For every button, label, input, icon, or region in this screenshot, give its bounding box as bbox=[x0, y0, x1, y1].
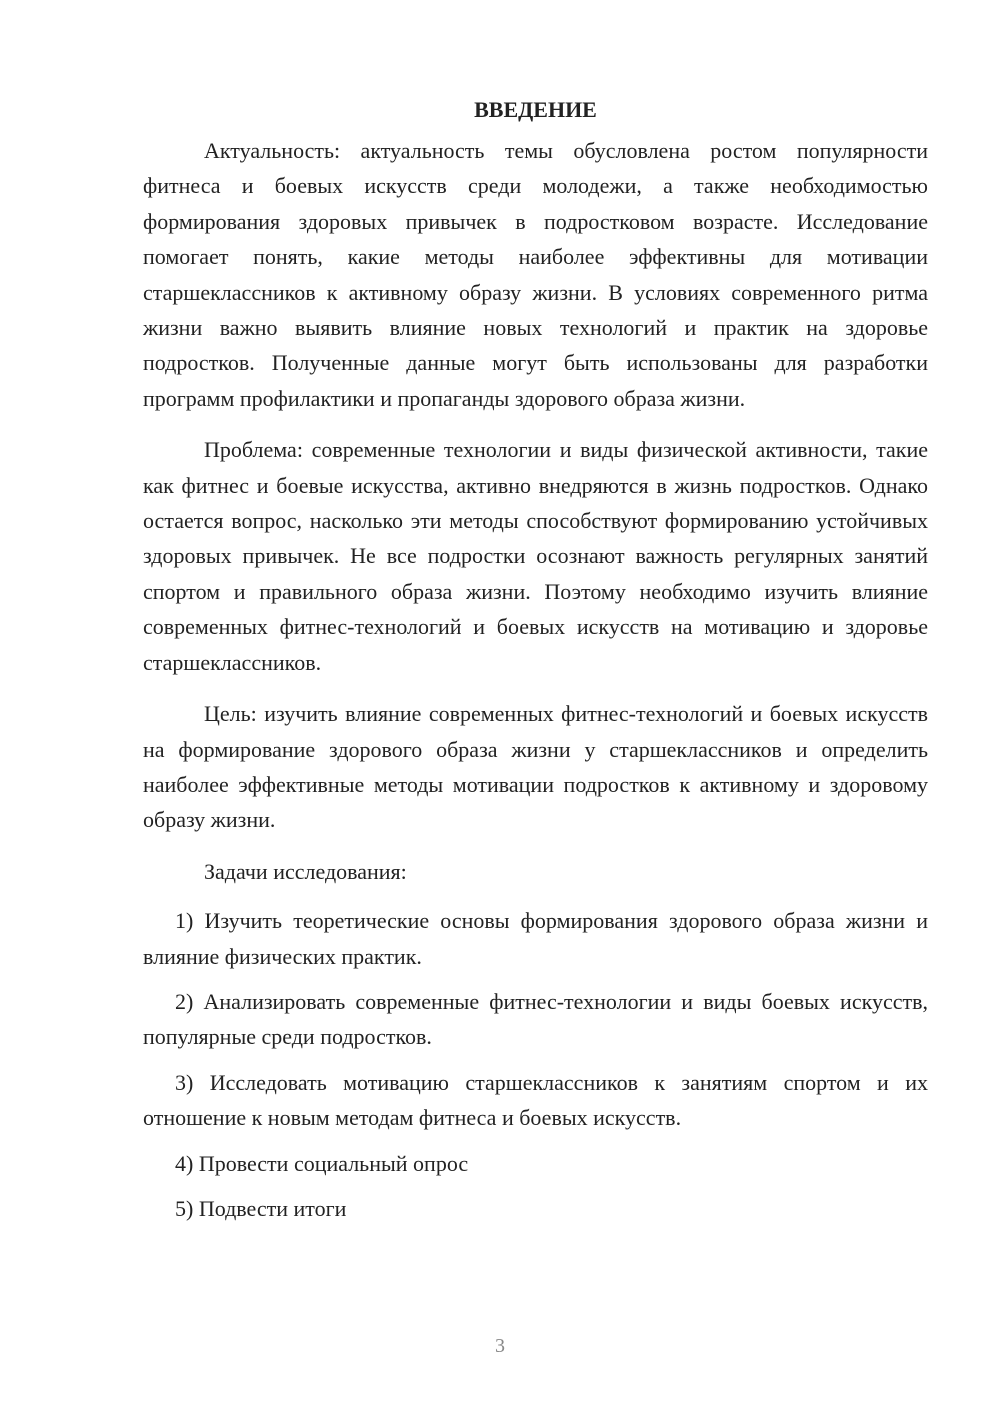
task-item: 4) Провести социальный опрос bbox=[175, 1150, 469, 1176]
page-number: 3 bbox=[495, 1335, 505, 1357]
section-title: ВВЕДЕНИЕ bbox=[474, 97, 597, 122]
tasks-heading: Задачи исследования: bbox=[204, 858, 407, 884]
task-item: 3) Исследовать мотивацию старшеклассников к занятиям спортом и их отношение к новым методам фитнеса и боевых искусств. bbox=[143, 1069, 928, 1131]
task-item: 5) Подвести итоги bbox=[175, 1195, 347, 1221]
task-item: 2) Анализировать современные фитнес-технологии и виды боевых искусств, популярные среди подростков. bbox=[143, 988, 928, 1050]
page-content bbox=[143, 92, 928, 1236]
relevance-paragraph: Актуальность: актуальность темы обусловлена ростом популярности фитнеса и боевых искусств среди молодежи, а также необходимостью формирования здоровых привычек в подростковом возрасте. Исследование помогает понять, какие методы наиболее эффективны для мотивации старшеклассников к активному образу жизни. В условиях современного ритма жизни важно выявить влияние новых технологий и практик на здоровье подростков. Полученные данные могут быть использованы для разработки программ профилактики и пропаганды здорового образа жизни. bbox=[143, 138, 928, 411]
goal-paragraph: Цель: изучить влияние современных фитнес-технологий и боевых искусств на формирование здорового образа жизни у старшеклассников и определить наиболее эффективные методы мотивации подростков к активному и здоровому образу жизни. bbox=[143, 701, 928, 833]
problem-paragraph: Проблема: современные технологии и виды физической активности, такие как фитнес и боевые искусства, активно внедряются в жизнь подростков. Однако остается вопрос, насколько эти методы способствуют формированию устойчивых здоровых привычек. Не все подростки осознают важность регулярных занятий спортом и правильного образа жизни. Поэтому необходимо изучить влияние современных фитнес-технологий и боевых искусств на мотивацию и здоровье старшеклассников. bbox=[143, 437, 928, 675]
task-item: 1) Изучить теоретические основы формирования здорового образа жизни и влияние физических практик. bbox=[143, 908, 928, 969]
tasks-list bbox=[143, 903, 928, 1226]
